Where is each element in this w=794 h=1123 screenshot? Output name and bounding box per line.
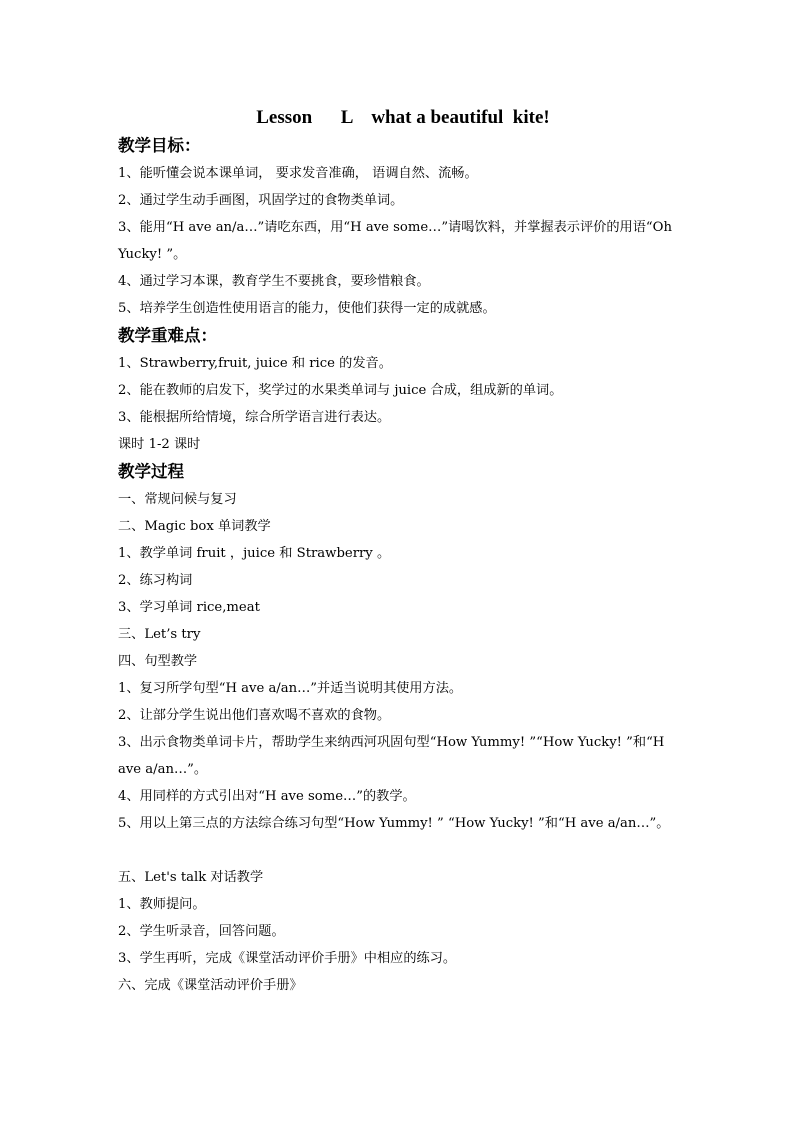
key-point-line: 3、能根据所给情境，综合所学语言进行表达。 <box>118 410 391 425</box>
objective-line: 4、通过学习本课，教育学生不要挑食，要珍惜粮食。 <box>118 274 430 289</box>
document-page <box>118 104 688 999</box>
process-line: 1、复习所学句型“H ave a/an…”并适当说明其使用方法。 <box>118 681 463 696</box>
process-line: 2、让部分学生说出他们喜欢喝不喜欢的食物。 <box>118 708 391 723</box>
section-heading-objectives: 教学目标： <box>118 136 201 155</box>
process-line: 六、完成《课堂活动评价手册》 <box>118 978 303 993</box>
process-line: 1、教学单词 fruit ，juice 和 Strawberry 。 <box>118 546 391 561</box>
process-line: 1、教师提问。 <box>118 897 206 912</box>
process-line: 二、Magic box 单词教学 <box>118 519 271 534</box>
process-line: 一、常规问候与复习 <box>118 492 237 507</box>
process-line: 2、练习构词 <box>118 573 193 588</box>
section-heading-key-points: 教学重难点： <box>118 326 217 345</box>
process-line: 4、用同样的方式引出对“H ave some…”的教学。 <box>118 789 416 804</box>
process-line: 2、学生听录音，回答问题。 <box>118 924 285 939</box>
process-line: 3、学习单词 rice,meat <box>118 600 260 615</box>
process-line: 3、学生再听，完成《课堂活动评价手册》中相应的练习。 <box>118 951 457 966</box>
section-heading-process: 教学过程 <box>118 462 184 481</box>
document-title: Lesson L what a beautiful kite! <box>256 107 550 128</box>
process-line: 四、句型教学 <box>118 654 198 669</box>
objective-line: 5、培养学生创造性使用语言的能力，使他们获得一定的成就感。 <box>118 301 496 316</box>
key-point-line: 2、能在教师的启发下，奖学过的水果类单词与 juice 合成，组成新的单词。 <box>118 383 563 398</box>
process-line: 5、用以上第三点的方法综合练习句型“How Yummy! ” “How Yucky! ”和“H ave a/an…”。 <box>118 816 670 831</box>
process-line: 三、Let’s try <box>118 627 201 642</box>
objective-line: 1、能听懂会说本课单词， 要求发音准确， 语调自然、流畅。 <box>118 166 478 181</box>
class-hours-line: 课时 1-2 课时 <box>118 437 201 452</box>
objective-line: 2、通过学生动手画图，巩固学过的食物类单词。 <box>118 193 404 208</box>
process-line: 五、Let's talk 对话教学 <box>118 870 264 885</box>
objective-line: 3、能用“H ave an/a…”请吃东西，用“H ave some…”请喝饮料，并掌握表示评价的用语“Oh Yucky! ”。 <box>118 220 672 262</box>
process-line: 3、出示食物类单词卡片，帮助学生来纳西河巩固句型“How Yummy! ”“How Yucky! ”和“H ave a/an…”。 <box>118 735 665 777</box>
key-point-line: 1、Strawberry,fruit, juice 和 rice 的发音。 <box>118 356 392 371</box>
